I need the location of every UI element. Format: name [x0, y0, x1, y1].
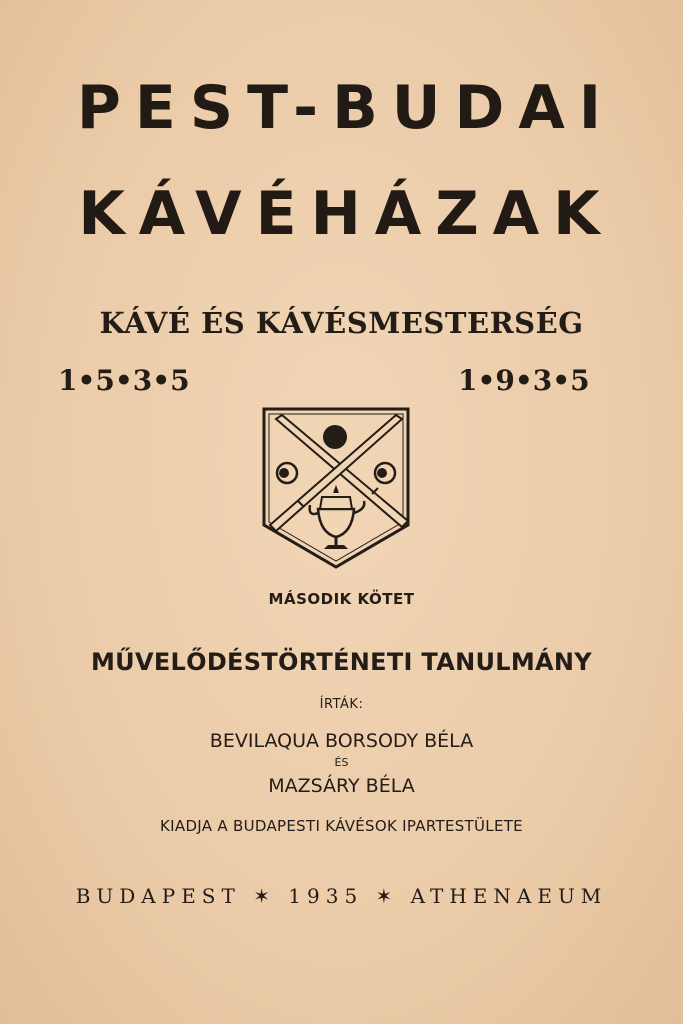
- subtitle: KÁVÉ ÉS KÁVÉSMESTERSÉG: [99, 306, 584, 340]
- author-2: MAZSÁRY BÉLA: [268, 775, 415, 797]
- title-line-1: PEST-BUDAI: [76, 73, 616, 143]
- crest-billiard-cues-coffee-pot-icon: [260, 405, 412, 570]
- imprint: BUDAPEST ✶ 1935 ✶ ATHENAEUM: [75, 884, 608, 908]
- author-1: BEVILAQUA BORSODY BÉLA: [209, 730, 474, 752]
- publisher: KIADJA A BUDAPESTI KÁVÉSOK IPARTESTÜLETE: [160, 817, 523, 835]
- study-type: MŰVELŐDÉSTÖRTÉNETI TANULMÁNY: [91, 648, 592, 676]
- year-start: 1•5•3•5: [58, 364, 190, 397]
- conjunction: ÉS: [334, 756, 349, 769]
- written-by-label: ÍRTÁK:: [319, 697, 364, 712]
- title-line-2: KÁVÉHÁZAK: [78, 179, 614, 249]
- volume-label: MÁSODIK KÖTET: [268, 590, 415, 608]
- year-end: 1•9•3•5: [458, 364, 590, 397]
